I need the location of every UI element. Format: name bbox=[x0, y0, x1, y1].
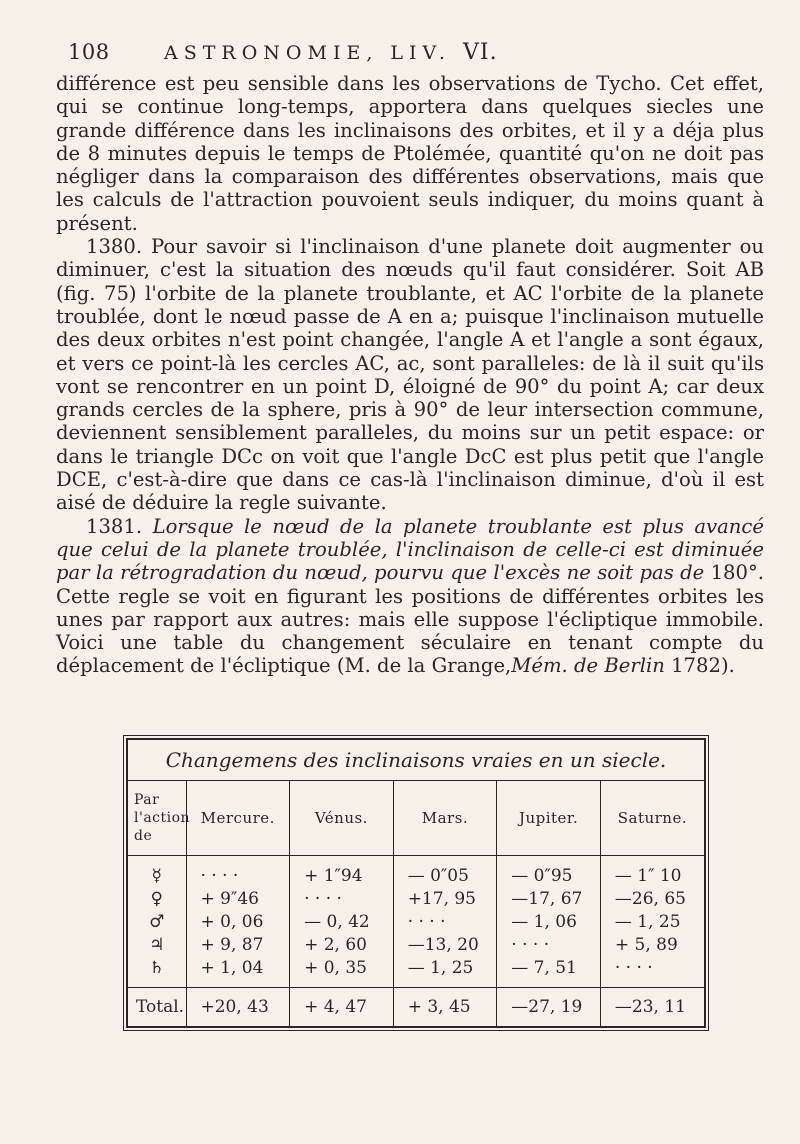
table-cell: —13, 20 bbox=[393, 933, 497, 956]
reference-year: 1782). bbox=[671, 654, 735, 678]
table-cell: — 1, 25 bbox=[393, 956, 497, 988]
saturn-symbol: ♄ bbox=[149, 957, 165, 978]
total-cell: —23, 11 bbox=[600, 988, 704, 1027]
inclination-grid bbox=[128, 781, 704, 1026]
total-cell: —27, 19 bbox=[497, 988, 601, 1027]
table-cell: — 0″05 bbox=[393, 856, 497, 888]
table-cell: + 9″46 bbox=[186, 887, 290, 910]
table-cell: — 0″95 bbox=[497, 856, 601, 888]
table-cell: — 0, 42 bbox=[290, 910, 394, 933]
table-header-row bbox=[128, 781, 704, 856]
rule-statement: Lorsque le nœud de la planete troublante est plus avancé que celui de la planete troublée, l'inclinaison de celle-ci est diminuée par la rétrogradation du nœud, pourvu que l'excès ne soit pas de bbox=[56, 514, 764, 585]
row-header: Par l'action de bbox=[128, 781, 186, 856]
table-cell: —26, 65 bbox=[600, 887, 704, 910]
total-cell: + 4, 47 bbox=[290, 988, 394, 1027]
table-cell: + 1, 04 bbox=[186, 956, 290, 988]
book-number: VI. bbox=[463, 40, 498, 65]
table-row bbox=[128, 910, 704, 933]
article-number: 1381. bbox=[86, 514, 143, 538]
reference-title: Mém. de Berlin bbox=[511, 654, 665, 678]
table-cell: +17, 95 bbox=[393, 887, 497, 910]
col-header-saturne: Saturne. bbox=[600, 781, 704, 856]
table-cell: · · · · bbox=[290, 887, 394, 910]
running-title bbox=[164, 40, 498, 65]
table-row bbox=[128, 856, 704, 888]
total-row bbox=[128, 988, 704, 1027]
table-cell: + 0, 35 bbox=[290, 956, 394, 988]
inclination-table bbox=[126, 738, 706, 1028]
table-cell: — 1″ 10 bbox=[600, 856, 704, 888]
table-row bbox=[128, 956, 704, 988]
jupiter-symbol: ♃ bbox=[149, 934, 165, 955]
mars-symbol: ♂ bbox=[149, 911, 165, 932]
table-cell: — 7, 51 bbox=[497, 956, 601, 988]
total-cell: + 3, 45 bbox=[393, 988, 497, 1027]
venus-symbol: ♀ bbox=[150, 888, 163, 909]
col-header-venus: Vénus. bbox=[290, 781, 394, 856]
table-cell: + 0, 06 bbox=[186, 910, 290, 933]
paragraph-1380: 1380. Pour savoir si l'inclinaison d'une planete doit augmenter ou diminuer, c'est la situation des nœuds qu'il faut considérer. Soit AB (fig. 75) l'orbite de la planete troublante, et AC l'orbite de la planete troublée, dont le nœud passe de A en a; puisque l'inclinaison mutuelle des deux orbites n'est point changée, l'angle A et l'angle a sont égaux, et vers ce point-là les cercles AC, ac, sont paralleles: de là il suit qu'ils vont se rencontrer en un point D, éloigné de 90° du point A; car deux grands cercles de la sphere, pris à 90° de leur intersection commune, deviennent sensiblement paralleles, du moins sur un petit espace: or dans le triangle DCc on voit que l'angle DcC est plus petit que l'angle DCE, c'est-à-dire que dans ce cas-là l'inclinaison diminue, d'où il est aisé de déduire la regle suivante. bbox=[56, 235, 764, 515]
paragraph-1381-rest: Cette regle se voit en figurant les positions de différentes orbites les unes par rapport aux autres: mais elle suppose l'écliptique immobile. Voici une table du changement séculaire en tenant compte du déplacement de l'écliptique (M. de la Grange, bbox=[56, 584, 764, 678]
running-title-text: ASTRONOMIE, LIV. bbox=[164, 42, 451, 64]
total-cell: +20, 43 bbox=[186, 988, 290, 1027]
col-header-mars: Mars. bbox=[393, 781, 497, 856]
table-cell: · · · · bbox=[497, 933, 601, 956]
table-cell: · · · · bbox=[393, 910, 497, 933]
table-cell: + 5, 89 bbox=[600, 933, 704, 956]
table-caption: Changemens des inclinaisons vraies en un siecle. bbox=[128, 740, 704, 781]
table-row bbox=[128, 887, 704, 910]
col-header-jupiter: Jupiter. bbox=[497, 781, 601, 856]
table-cell: · · · · bbox=[600, 956, 704, 988]
table-row bbox=[128, 933, 704, 956]
table-cell: + 1″94 bbox=[290, 856, 394, 888]
table-cell: — 1, 06 bbox=[497, 910, 601, 933]
table-cell: + 2, 60 bbox=[290, 933, 394, 956]
paragraph-1381 bbox=[56, 515, 764, 678]
paragraph-1: différence est peu sensible dans les observations de Tycho. Cet effet, qui se continue long-temps, apportera dans quelques siecles une grande différence dans les inclinaisons des orbites, et il y a déja plus de 8 minutes depuis le temps de Ptolémée, quantité qu'on ne doit pas négliger dans la comparaison des différentes observations, mais que les calculs de l'attraction pouvoient seuls indiquer, du moins quant à présent. bbox=[56, 72, 764, 235]
table-cell: + 9, 87 bbox=[186, 933, 290, 956]
col-header-mercure: Mercure. bbox=[186, 781, 290, 856]
table-cell: · · · · bbox=[186, 856, 290, 888]
table-cell: —17, 67 bbox=[497, 887, 601, 910]
mercury-symbol: ☿ bbox=[151, 865, 162, 886]
body-text bbox=[56, 72, 764, 678]
total-label: Total. bbox=[128, 988, 186, 1027]
table-cell: — 1, 25 bbox=[600, 910, 704, 933]
rule-value: 180°. bbox=[710, 561, 764, 585]
page-number: 108 bbox=[68, 40, 110, 64]
